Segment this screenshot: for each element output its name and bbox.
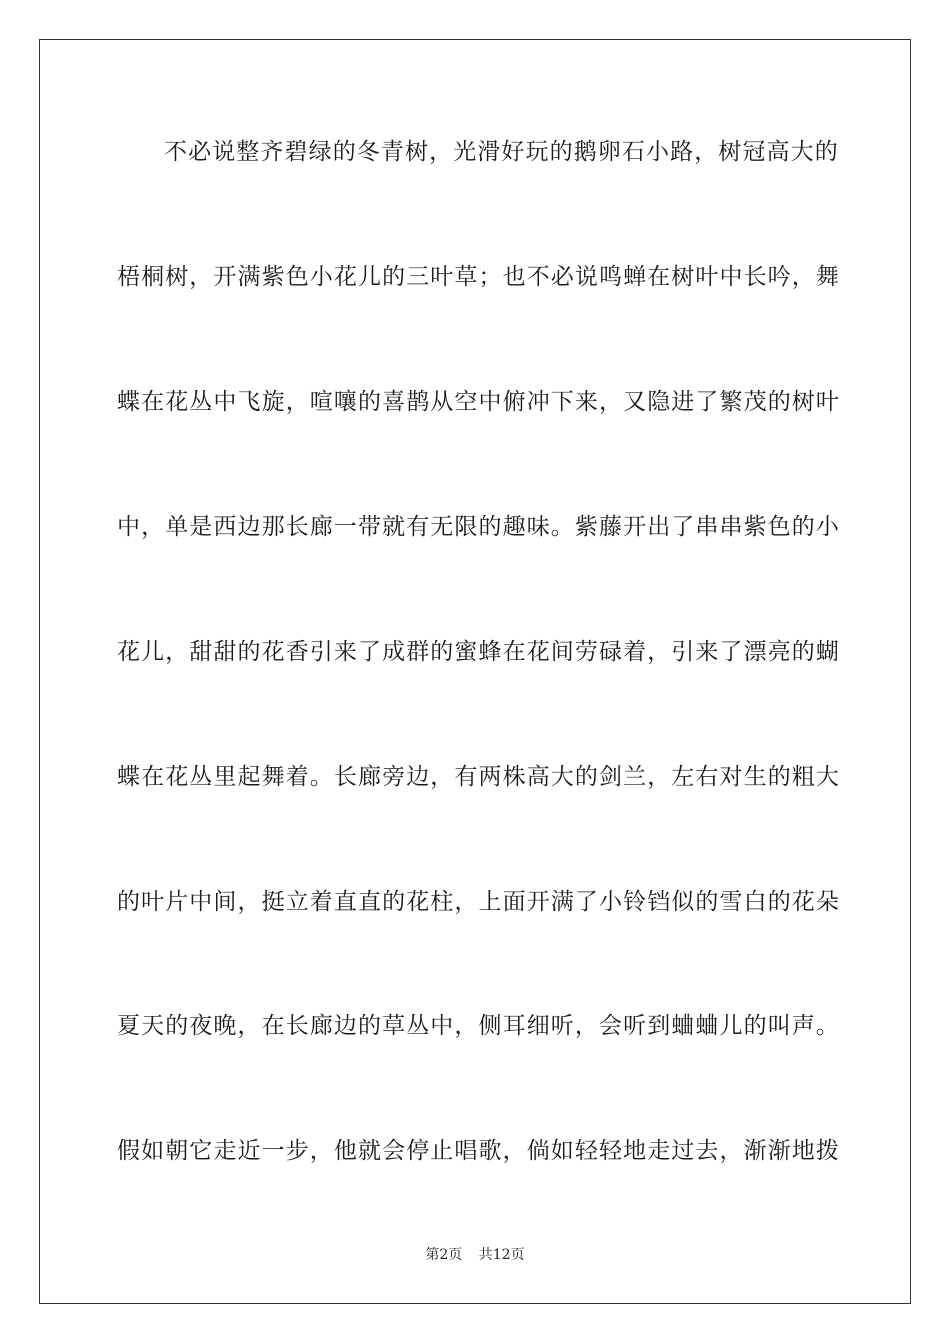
- page-footer: [0, 1246, 950, 1264]
- page-border: [39, 39, 911, 1304]
- text-line-3: 蝶在花丛中飞旋，喧嚷的喜鹊从空中俯冲下来，又隐进了繁茂的树叶: [117, 389, 840, 415]
- text-line-1: 不必说整齐碧绿的冬青树，光滑好玩的鹅卵石小路，树冠高大的: [164, 139, 839, 165]
- text-line-6: 蝶在花丛里起舞着。长廊旁边，有两株高大的剑兰，左右对生的粗大: [117, 764, 840, 790]
- text-line-5: 花儿，甜甜的花香引来了成群的蜜蜂在花间劳碌着，引来了漂亮的蝴: [117, 639, 840, 665]
- text-line-9: 假如朝它走近一步，他就会停止唱歌，倘如轻轻地走过去，渐渐地拨: [117, 1138, 840, 1164]
- total-pages: 共12页: [478, 1247, 525, 1263]
- page-number: 第2页: [425, 1247, 463, 1263]
- text-line-4: 中，单是西边那长廊一带就有无限的趣味。紫藤开出了串串紫色的小: [117, 514, 840, 540]
- text-line-7: 的叶片中间，挺立着直直的花柱，上面开满了小铃铛似的雪白的花朵: [117, 889, 840, 915]
- text-line-8: 夏天的夜晚，在长廊边的草丛中，侧耳细听，会听到蛐蛐儿的叫声。: [117, 1013, 840, 1039]
- text-line-2: 梧桐树，开满紫色小花儿的三叶草；也不必说鸣蝉在树叶中长吟，舞: [117, 264, 840, 290]
